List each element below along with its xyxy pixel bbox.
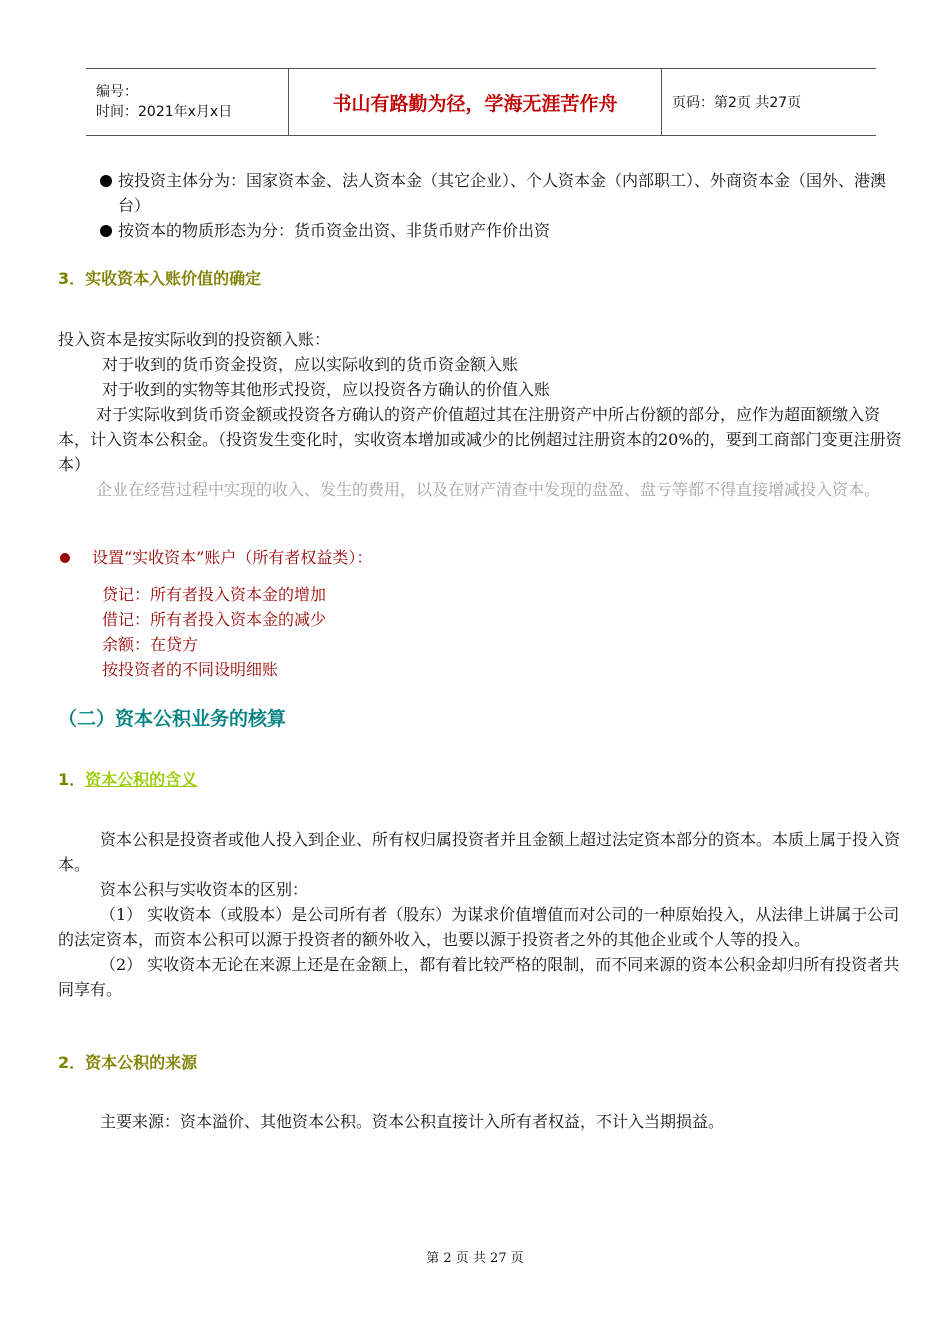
bullet-icon bbox=[100, 225, 112, 237]
s1-number: 1． bbox=[58, 770, 86, 789]
s1-body bbox=[58, 827, 904, 1002]
page-label: 页码：第2页 共27页 bbox=[672, 95, 802, 111]
account-line: 借记：所有者投入资本金的减少 bbox=[102, 610, 327, 629]
list-item bbox=[58, 168, 904, 218]
bullet-text: 按投资主体分为：国家资本金、法人资本金（其它企业）、个人资本金（内部职工）、外商资本金（国外、港澳台） bbox=[118, 171, 887, 215]
slogan: 书山有路勤为径，学海无涯苦作舟 bbox=[332, 92, 618, 115]
s2-body bbox=[58, 1109, 904, 1134]
list-item bbox=[58, 218, 904, 243]
top-bullet-list bbox=[58, 168, 904, 243]
section3-body bbox=[58, 327, 904, 502]
page-footer: 第 2 页 共 27 页 bbox=[426, 1251, 524, 1266]
paragraph: （1） 实收资本（或股本）是公司所有者（股东）为谋求价值增值而对公司的一种原始投入，从法律上讲属于公司的法定资本，而资本公积可以源于投资者的额外收入，也要以源于投资者之外的其他企业或个人等的投入。 bbox=[58, 905, 900, 949]
s1-heading bbox=[58, 767, 904, 790]
paragraph: 资本公积是投资者或他人投入到企业、所有权归属投资者并且金额上超过法定资本部分的资本。本质上属于投入资本。 bbox=[58, 830, 901, 874]
section3-heading: 3．实收资本入账价值的确定 bbox=[58, 269, 262, 288]
part2-heading: （二）资本公积业务的核算 bbox=[58, 708, 287, 730]
paragraph: 资本公积与实收资本的区别： bbox=[100, 880, 309, 899]
s1-title: 资本公积的含义 bbox=[85, 770, 198, 789]
time-label: 时间：2021年x月x日 bbox=[96, 104, 233, 120]
bullet-icon bbox=[100, 175, 112, 187]
number-label: 编号： bbox=[96, 84, 138, 100]
paragraph: 投入资本是按实际收到的投资额入账： bbox=[58, 330, 331, 349]
account-line: 贷记：所有者投入资本金的增加 bbox=[102, 585, 327, 604]
header-slogan-cell bbox=[288, 69, 662, 135]
header-left-cell bbox=[86, 69, 288, 135]
account-line: 按投资者的不同设明细账 bbox=[102, 660, 279, 679]
bullet-text: 按资本的物质形态为分：货币资金出资、非货币财产作价出资 bbox=[118, 221, 551, 240]
header-right-cell bbox=[662, 69, 876, 135]
bullet-icon bbox=[60, 553, 70, 563]
page-header bbox=[86, 68, 876, 136]
paragraph: 对于收到的货币资金投资，应以实际收到的货币资金额入账 bbox=[102, 355, 519, 374]
s2-heading: 2．资本公积的来源 bbox=[58, 1053, 198, 1072]
paragraph: 对于实际收到货币资金额或投资各方确认的资产价值超过其在注册资产中所占份额的部分，应作为超面额缴入资本，计入资本公积金。（投资发生变化时，实收资本增加或减少的比例超过注册资本的20%的，要到工商部门变更注册资本） bbox=[58, 405, 902, 474]
account-section bbox=[58, 545, 904, 682]
grey-note: 企业在经营过程中实现的收入、发生的费用，以及在财产清查中发现的盘盈、盘亏等都不得直接增减投入资本。 bbox=[96, 480, 881, 499]
account-title: 设置“实收资本”账户（所有者权益类）： bbox=[92, 548, 373, 567]
paragraph: 主要来源：资本溢价、其他资本公积。资本公积直接计入所有者权益，不计入当期损益。 bbox=[100, 1112, 725, 1131]
paragraph: （2） 实收资本无论在来源上还是在金额上，都有着比较严格的限制，而不同来源的资本公积金却归所有投资者共同享有。 bbox=[58, 955, 900, 999]
account-line: 余额：在贷方 bbox=[102, 635, 199, 654]
account-heading bbox=[58, 545, 904, 570]
paragraph: 对于收到的实物等其他形式投资，应以投资各方确认的价值入账 bbox=[102, 380, 551, 399]
